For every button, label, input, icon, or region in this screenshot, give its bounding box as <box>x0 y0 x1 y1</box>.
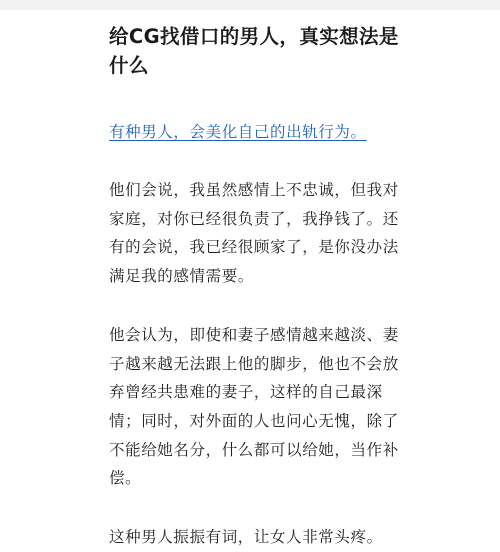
cutoff-highlight-text <box>109 523 379 532</box>
subheading-link[interactable]: 有种男人，会美化自己的出轨行为。 <box>109 123 367 141</box>
article-content <box>109 22 409 552</box>
paragraph-2: 他会认为，即使和妻子感情越来越淡、妻子越来越无法跟上他的脚步，他也不会放弃曾经共患难的妻子，这样的自己最深情；同时，对外面的人也问心无愧，除了不能给她名分，什么都可以给她，当作补偿。 <box>109 325 399 488</box>
top-bar <box>0 0 500 10</box>
paragraph-1: 他们会说，我虽然感情上不忠诚，但我对家庭，对你已经很负责了，我挣钱了。还有的会说，我已经很顾家了，是你没办法满足我的感情需要。 <box>109 181 399 286</box>
paragraph-3: 这种男人振振有词，让女人非常头疼。 <box>109 528 383 547</box>
article-title: 给CG找借口的男人，真实想法是什么 <box>109 25 399 77</box>
